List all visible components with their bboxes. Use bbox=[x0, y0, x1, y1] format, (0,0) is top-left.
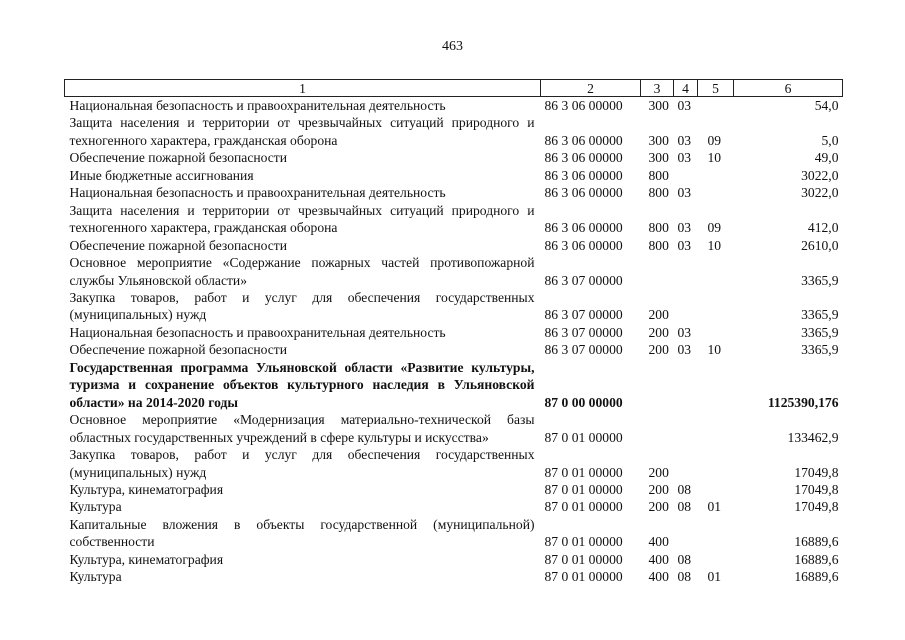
row-rz bbox=[674, 359, 698, 411]
row-name-text: Обеспечение пожарной безопасности bbox=[69, 342, 288, 358]
row-rz bbox=[674, 516, 698, 551]
table-row bbox=[65, 481, 843, 498]
row-pr bbox=[698, 359, 734, 411]
row-vr: 200 bbox=[648, 464, 669, 480]
row-name bbox=[65, 516, 541, 551]
row-rz: 03 bbox=[677, 98, 692, 113]
row-name bbox=[65, 498, 541, 515]
row-sum: 3365,9 bbox=[801, 272, 839, 288]
row-code: 86 3 06 00000 bbox=[544, 167, 623, 183]
row-sum: 16889,6 bbox=[794, 551, 839, 567]
row-sum: 1125390,176 bbox=[767, 394, 839, 410]
row-name bbox=[65, 237, 541, 254]
row-code: 86 3 07 00000 bbox=[544, 307, 623, 323]
row-code: 86 3 06 00000 bbox=[544, 98, 623, 113]
row-name bbox=[65, 167, 541, 184]
row-code: 87 0 01 00000 bbox=[544, 429, 623, 445]
table-row bbox=[65, 411, 843, 446]
row-code: 86 3 06 00000 bbox=[544, 237, 623, 253]
row-code: 87 0 01 00000 bbox=[544, 481, 623, 497]
row-sum: 3365,9 bbox=[801, 307, 839, 323]
table-row bbox=[65, 149, 843, 166]
table-row bbox=[65, 184, 843, 201]
row-pr bbox=[698, 254, 734, 289]
row-vr: 200 bbox=[648, 307, 669, 323]
table-row bbox=[65, 341, 843, 358]
row-rz: 03 bbox=[677, 237, 692, 253]
header-col-rz: 4 bbox=[674, 80, 698, 97]
row-sum: 3365,9 bbox=[801, 342, 839, 358]
row-pr bbox=[698, 184, 734, 201]
row-name bbox=[65, 411, 541, 446]
row-pr bbox=[698, 516, 734, 551]
row-rz bbox=[674, 167, 698, 184]
row-vr: 200 bbox=[648, 342, 669, 358]
row-name bbox=[65, 481, 541, 498]
row-rz: 03 bbox=[677, 220, 692, 236]
header-col-vr: 3 bbox=[641, 80, 674, 97]
table-row bbox=[65, 254, 843, 289]
row-sum: 17049,8 bbox=[794, 481, 839, 497]
row-rz: 03 bbox=[677, 150, 692, 166]
row-pr bbox=[698, 481, 734, 498]
row-name-text: Национальная безопасность и правоохранительная деятельность bbox=[69, 324, 446, 340]
row-name bbox=[65, 97, 541, 115]
row-pr: 01 bbox=[707, 499, 722, 515]
row-name-text: Культура bbox=[69, 569, 122, 585]
row-sum: 49,0 bbox=[814, 150, 839, 166]
row-rz: 08 bbox=[677, 569, 692, 585]
row-pr bbox=[698, 446, 734, 481]
row-rz: 03 bbox=[677, 324, 692, 340]
row-vr bbox=[641, 411, 674, 446]
row-vr: 300 bbox=[648, 98, 669, 113]
row-code: 87 0 01 00000 bbox=[544, 464, 623, 480]
row-name-text: Иные бюджетные ассигнования bbox=[69, 167, 254, 183]
row-vr: 400 bbox=[648, 534, 669, 550]
row-name-text: Национальная безопасность и правоохранительная деятельность bbox=[69, 98, 446, 113]
row-pr: 10 bbox=[707, 342, 722, 358]
row-pr: 01 bbox=[707, 569, 722, 585]
row-pr: 09 bbox=[707, 220, 722, 236]
header-row bbox=[65, 80, 843, 97]
table-row bbox=[65, 516, 843, 551]
row-sum: 5,0 bbox=[821, 132, 839, 148]
table-row bbox=[65, 446, 843, 481]
row-name-text: Культура bbox=[69, 499, 122, 515]
row-code: 87 0 00 00000 bbox=[544, 394, 623, 410]
row-vr: 200 bbox=[648, 324, 669, 340]
row-sum: 3365,9 bbox=[801, 324, 839, 340]
row-name bbox=[65, 184, 541, 201]
row-pr bbox=[698, 411, 734, 446]
row-name bbox=[65, 568, 541, 585]
table-row bbox=[65, 551, 843, 568]
header-col-code: 2 bbox=[541, 80, 641, 97]
row-name-text: Национальная безопасность и правоохранительная деятельность bbox=[69, 185, 446, 201]
row-sum: 3022,0 bbox=[801, 167, 839, 183]
header-col-name: 1 bbox=[65, 80, 541, 97]
row-rz: 03 bbox=[677, 342, 692, 358]
row-code: 87 0 01 00000 bbox=[544, 569, 623, 585]
row-vr: 300 bbox=[648, 132, 669, 148]
row-pr bbox=[698, 167, 734, 184]
row-name bbox=[65, 149, 541, 166]
row-name-text: Обеспечение пожарной безопасности bbox=[69, 150, 288, 166]
row-sum: 54,0 bbox=[814, 98, 839, 113]
row-vr bbox=[641, 359, 674, 411]
table-row bbox=[65, 202, 843, 237]
row-vr: 800 bbox=[648, 185, 669, 201]
row-rz bbox=[674, 289, 698, 324]
row-pr bbox=[698, 324, 734, 341]
row-name bbox=[65, 202, 541, 237]
row-code: 86 3 06 00000 bbox=[544, 220, 623, 236]
row-name-text: Капитальные вложения в объекты государственной (муниципальной) собственности bbox=[69, 516, 535, 550]
row-sum: 412,0 bbox=[807, 220, 839, 236]
row-name-text: Обеспечение пожарной безопасности bbox=[69, 237, 288, 253]
row-name-text: Закупка товаров, работ и услуг для обеспечения государственных (муниципальных) нужд bbox=[69, 289, 535, 323]
row-vr bbox=[641, 254, 674, 289]
row-name-text: Культура, кинематография bbox=[69, 481, 224, 497]
row-name-text: Государственная программа Ульяновской области «Развитие культуры, туризма и сохранение объектов культурного наследия в Ульяновской области» на 2014-2020 годы bbox=[69, 359, 535, 410]
row-name bbox=[65, 359, 541, 411]
header-col-sum: 6 bbox=[734, 80, 843, 97]
row-pr bbox=[698, 97, 734, 115]
row-pr: 10 bbox=[707, 237, 722, 253]
row-code: 86 3 07 00000 bbox=[544, 324, 623, 340]
row-code: 86 3 06 00000 bbox=[544, 132, 623, 148]
row-sum: 2610,0 bbox=[801, 237, 839, 253]
table-row bbox=[65, 359, 843, 411]
row-name-text: Основное мероприятие «Модернизация материально-технической базы областных государственных учреждений в сфере культуры и искусства» bbox=[69, 412, 535, 445]
table-row bbox=[65, 498, 843, 515]
header-col-pr: 5 bbox=[698, 80, 734, 97]
row-pr bbox=[698, 289, 734, 324]
row-code: 86 3 07 00000 bbox=[544, 272, 623, 288]
row-name bbox=[65, 114, 541, 149]
table-row bbox=[65, 237, 843, 254]
row-name bbox=[65, 551, 541, 568]
row-code: 87 0 01 00000 bbox=[544, 499, 623, 515]
row-rz: 03 bbox=[677, 185, 692, 201]
row-name bbox=[65, 341, 541, 358]
row-sum: 17049,8 bbox=[794, 499, 839, 515]
row-sum: 16889,6 bbox=[794, 569, 839, 585]
row-rz bbox=[674, 411, 698, 446]
row-rz: 03 bbox=[677, 132, 692, 148]
row-vr: 800 bbox=[648, 220, 669, 236]
row-rz: 08 bbox=[677, 551, 692, 567]
row-vr: 800 bbox=[648, 167, 669, 183]
table-row bbox=[65, 167, 843, 184]
row-code: 86 3 06 00000 bbox=[544, 185, 623, 201]
row-code: 87 0 01 00000 bbox=[544, 534, 623, 550]
row-name bbox=[65, 289, 541, 324]
table-body bbox=[65, 97, 843, 586]
table-row bbox=[65, 97, 843, 115]
row-vr: 400 bbox=[648, 551, 669, 567]
row-code: 87 0 01 00000 bbox=[544, 551, 623, 567]
row-name bbox=[65, 446, 541, 481]
row-name bbox=[65, 254, 541, 289]
row-vr: 800 bbox=[648, 237, 669, 253]
row-vr: 400 bbox=[648, 569, 669, 585]
row-sum: 17049,8 bbox=[794, 464, 839, 480]
row-sum: 16889,6 bbox=[794, 534, 839, 550]
row-name bbox=[65, 324, 541, 341]
row-pr: 10 bbox=[707, 150, 722, 166]
row-vr: 200 bbox=[648, 499, 669, 515]
row-rz bbox=[674, 446, 698, 481]
row-pr: 09 bbox=[707, 132, 722, 148]
table-row bbox=[65, 289, 843, 324]
row-rz bbox=[674, 254, 698, 289]
row-vr: 300 bbox=[648, 150, 669, 166]
row-pr bbox=[698, 551, 734, 568]
row-sum: 133462,9 bbox=[787, 429, 839, 445]
table-row bbox=[65, 324, 843, 341]
row-name-text: Культура, кинематография bbox=[69, 551, 224, 567]
row-rz: 08 bbox=[677, 481, 692, 497]
table-row bbox=[65, 568, 843, 585]
row-name-text: Основное мероприятие «Содержание пожарных частей противопожарной службы Ульяновской области» bbox=[69, 255, 535, 288]
page-number: 463 bbox=[442, 39, 463, 54]
row-name-text: Защита населения и территории от чрезвычайных ситуаций природного и техногенного характера, гражданская оборона bbox=[69, 202, 535, 236]
budget-table bbox=[64, 79, 843, 586]
table-row bbox=[65, 114, 843, 149]
row-name-text: Закупка товаров, работ и услуг для обеспечения государственных (муниципальных) нужд bbox=[69, 447, 535, 480]
row-sum: 3022,0 bbox=[801, 185, 839, 201]
row-name-text: Защита населения и территории от чрезвычайных ситуаций природного и техногенного характера, гражданская оборона bbox=[69, 115, 535, 148]
row-rz: 08 bbox=[677, 499, 692, 515]
row-vr: 200 bbox=[648, 481, 669, 497]
row-code: 86 3 06 00000 bbox=[544, 150, 623, 166]
row-code: 86 3 07 00000 bbox=[544, 342, 623, 358]
